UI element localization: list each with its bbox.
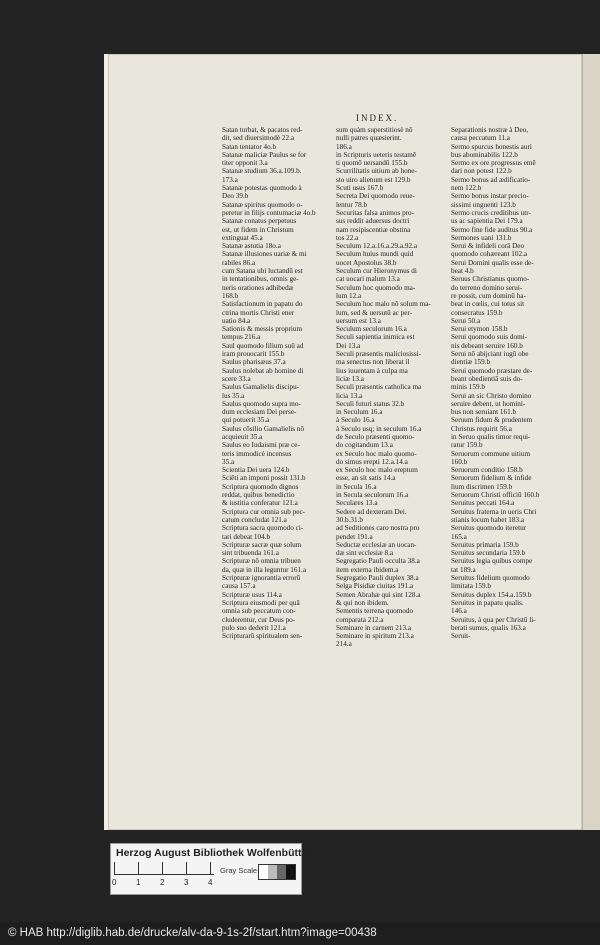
index-entry: Scriptura cur omnia sub pec-: [222, 507, 306, 516]
index-entry: limitata 159.b: [451, 582, 491, 591]
index-entry: Scientia Dei uera 124.b: [222, 466, 290, 475]
index-entry: 186.a: [336, 142, 352, 151]
index-entry: & qui non ibidem.: [336, 598, 389, 607]
index-entry: Scriptura quomodo dignos: [222, 482, 299, 491]
index-entry: Seminare in carnem 213.a: [336, 623, 412, 632]
index-entry: Satanæ spiritus quomodo o-: [222, 200, 303, 209]
index-entry: Seruitus, à qua per Christū li-: [451, 615, 536, 624]
index-entry: comparata 212.a: [336, 615, 384, 624]
index-entry: Sermones uani 131.b: [451, 233, 512, 242]
index-entry: uocet Apostolus 38.b: [336, 258, 397, 267]
index-entry: esse, an sit satis 14.a: [336, 474, 396, 483]
index-entry: Seculum cur Hieronymus di: [336, 267, 417, 276]
index-entry: dum ecclesiam Dei perse-: [222, 408, 297, 417]
index-entry: Satanæ illusiones uariæ & mi: [222, 250, 307, 259]
index-entry: tari debeat 104.b: [222, 532, 271, 541]
index-entry: Seculi futuri status 32.b: [336, 399, 405, 408]
index-entry: Scripturæ usus 114.a: [222, 590, 282, 599]
index-entry: sus reddit aduersus doctri: [336, 217, 410, 226]
gray-scale-swatch: [258, 864, 296, 880]
index-entry: Seculares 13.a: [336, 499, 378, 508]
index-entry: 160.b: [451, 457, 468, 466]
index-entry: extinguat 45.a: [222, 233, 263, 242]
index-entry: consecratus 159.b: [451, 308, 503, 317]
ruler-number: 2: [160, 878, 165, 887]
index-entry: Segregatio Pauli duplex 38.a: [336, 574, 419, 583]
index-entry: liciæ 13.a: [336, 374, 364, 383]
index-entry: ma senectus non liberat il: [336, 358, 410, 367]
index-entry: sissimi unguenti 123.b: [451, 200, 516, 209]
index-entry: lentur 78.b: [336, 200, 368, 209]
index-entry: Saulus cōsilio Gamalielis nō: [222, 424, 305, 433]
index-entry: Seculum 12.a.16.a.29.a.92.a: [336, 242, 418, 251]
index-entry: Scuti usus 167.b: [336, 184, 384, 193]
index-entry: lium discrimen 159.b: [451, 482, 513, 491]
index-entry: reddat, quibus benedictio: [222, 491, 295, 500]
index-entry: Saulus nolebat ab homine di: [222, 366, 304, 375]
index-entry: omnia sub peccatum con-: [222, 607, 296, 616]
index-entry: peretur in filijs contumaciæ 4o.b: [222, 208, 316, 217]
index-entry: Sedere ad dexteram Dei.: [336, 507, 407, 516]
index-entry: est, ut fidem in Christum: [222, 225, 294, 234]
index-entry: Sciēti an imponi possit 131.b: [222, 474, 306, 483]
index-entry: teris immodicè incensus: [222, 449, 292, 458]
ruler-number: 4: [208, 878, 213, 887]
page-header: INDEX.: [356, 113, 399, 123]
gray-scale-label: Gray Scale: [220, 866, 258, 875]
index-entry: 214.a: [336, 640, 352, 649]
index-entry: Seruitus secundaria 159.b: [451, 549, 526, 558]
index-entry: Seruitus primaria 159.b: [451, 540, 519, 549]
index-entry: cum Satana ubi luctandū est: [222, 267, 303, 276]
index-entry: Scripturæ ignorantia errorū: [222, 574, 301, 583]
index-entry: Dei 13.a: [336, 341, 361, 350]
index-entry: uatio 84.a: [222, 316, 251, 325]
index-entry: Sermo bonus ad ædificatio-: [451, 175, 531, 184]
index-entry: Serui Domini qualis esse de-: [451, 258, 534, 267]
index-entry: Satanæ maliciæ Paulus se for: [222, 150, 307, 159]
index-entry: tempus 216.a: [222, 333, 261, 342]
book-spine: [582, 54, 600, 830]
index-entry: minis 159.b: [451, 383, 485, 392]
index-entry: Serui 50.a: [451, 316, 481, 325]
index-entry: cat uocari malum 13.a: [336, 275, 400, 284]
index-entry: Seculi præsentis catholica ma: [336, 383, 422, 392]
index-entry: 168.b: [222, 291, 239, 300]
index-entry: causa 157.a: [222, 582, 256, 591]
footer-copyright-link[interactable]: © HAB http://diglib.hab.de/drucke/alv-da-9-1s-2f/start.htm?image=00438: [0, 922, 600, 945]
index-entry: Scriptura sacra quomodo ci-: [222, 524, 304, 533]
index-entry: Seruitus peccati 164.a: [451, 499, 515, 508]
index-entry: Serui quomodo præstare de-: [451, 366, 533, 375]
index-entry: Satanæ studium 36.a.109.b.: [222, 167, 302, 176]
index-entry: Seruorum fidelium & infide: [451, 474, 532, 483]
index-entry: rabiles 86.a: [222, 258, 256, 267]
index-entry: do terreno domino serui-: [451, 283, 523, 292]
index-entry: bus abominabilis 122.b: [451, 150, 518, 159]
index-entry: Seruorum commune uitium: [451, 449, 531, 458]
index-entry: stianis locum habet 183.a: [451, 515, 525, 524]
index-entry: titer opponit 3.a: [222, 159, 268, 168]
index-entry: Satanæ potestas quomodo à: [222, 184, 302, 193]
index-entry: in tentationibus, omnis ge-: [222, 275, 299, 284]
index-entry: 146.a: [451, 607, 467, 616]
index-entry: Satan turbat, & pacatos red-: [222, 126, 303, 134]
ruler-number: 3: [184, 878, 189, 887]
index-entry: nulli patres quæsierint.: [336, 134, 402, 143]
index-entry: Deo 39.b: [222, 192, 249, 201]
index-entry: quomodo cohæreant 102.a: [451, 250, 528, 259]
index-entry: Segregatio Pauli occulta 38.a: [336, 557, 420, 566]
index-entry: 30.b.31.b: [336, 515, 363, 524]
index-entry: à Seculo 16.a: [336, 416, 375, 425]
index-entry: cluderentur, cur Deus po-: [222, 615, 296, 624]
index-entry: Seruitus fidelium quomodo: [451, 574, 530, 583]
index-entry: beat 4.b: [451, 267, 474, 276]
index-entry: dientiæ 159.b: [451, 358, 491, 367]
ruler-number: 1: [136, 878, 141, 887]
index-entry: tos 22.a: [336, 233, 359, 242]
index-entry: ratur 159.b: [451, 441, 483, 450]
index-entry: Scripturæ nō omnia tribuen: [222, 557, 301, 566]
index-entry: Seruorum Christi officiū 160.b: [451, 491, 540, 500]
swatch-black: [286, 865, 295, 879]
index-entry: nam resipiscentiæ obstina: [336, 225, 411, 234]
index-entry: ti quomō uersandū 155.b: [336, 159, 408, 168]
index-entry: re possit, cum dominū ha-: [451, 291, 526, 300]
index-entry: ad Seditiones caro nostra pro: [336, 524, 420, 533]
index-entry: Satisfactionum in papatu do: [222, 300, 303, 309]
ruler-number: 0: [112, 878, 117, 887]
index-entry: lum, sed & uersutū ac per-: [336, 308, 413, 317]
index-entry: Seculi sapientia inimica est: [336, 333, 415, 342]
index-entry: dæ sint ecclesiæ 8.a: [336, 549, 394, 558]
index-entry: causa peccatum 11.a: [451, 134, 510, 143]
index-entry: Saul quomodo filium suū ad: [222, 341, 304, 350]
index-entry: Seductæ ecclesiæ an uocan-: [336, 540, 417, 549]
index-entry: beat in cœlis, cui totus sit: [451, 300, 525, 309]
index-entry: qui potuerit 35.a: [222, 416, 270, 425]
index-entry: Satanæ astutia 18o.a: [222, 242, 281, 251]
index-entry: us ac sapientia Dei 179.a: [451, 217, 523, 226]
index-entry: pendet 191.a: [336, 532, 373, 541]
index-entry: Christus requirit 56.a: [451, 424, 512, 433]
index-entry: Sermo crucis creditibus utr-: [451, 208, 531, 217]
index-entry: Seruorum conditio 158.b: [451, 466, 523, 475]
index-entry: Sementis terrena quomodo: [336, 607, 414, 616]
index-entry: nem 122.b: [451, 184, 482, 193]
index-entry: Serui nō abijciant iugū obe: [451, 350, 529, 359]
index-entry: iram prouocarit 155.b: [222, 350, 285, 359]
index-entry: pulo suo dederit 121.a: [222, 623, 286, 632]
index-entry: Seruum fidum & prudentem: [451, 416, 533, 425]
index-entry: Scripturæ sacræ quæ solum: [222, 540, 302, 549]
index-entry: 165.a: [451, 532, 467, 541]
index-entry: Seculum seculorum 16.a: [336, 325, 407, 334]
ruler-tick: [186, 862, 187, 874]
index-entry: scere 33.a: [222, 374, 251, 383]
index-entry: tat 189.a: [451, 565, 476, 574]
index-entry: in Secula 16.a: [336, 482, 377, 491]
index-entry: dit, sed diuersimodè 22.a: [222, 134, 295, 143]
index-entry: Saulus quomodo supra mo-: [222, 399, 301, 408]
index-entry: Serui quomodo suis domi-: [451, 333, 528, 342]
index-entry: 173.a: [222, 175, 238, 184]
index-entry: sum quàm superstitiosè nō: [336, 126, 413, 134]
index-entry: bus non seruiant 161.b: [451, 408, 517, 417]
index-entry: à Seculo usq; in seculum 16.a: [336, 424, 422, 433]
index-entry: seruire debent, ut homini-: [451, 399, 526, 408]
ruler-tick: [114, 862, 115, 874]
index-entry: Seruitus duplex 154.a.159.b: [451, 590, 532, 599]
index-entry: Saulus eo Iudaismi præ ce-: [222, 441, 300, 450]
index-entry: & iustitia conferatur 121.a: [222, 499, 298, 508]
scale-ruler: [114, 862, 214, 875]
swatch-white: [259, 865, 268, 879]
index-column-3: [451, 126, 561, 640]
index-entry: ex Seculo hoc malo quomo-: [336, 449, 417, 458]
index-entry: Sationis & messis proprium: [222, 325, 303, 334]
index-entry: Scripturarū spiritualem sen-: [222, 632, 303, 641]
index-entry: Seculi præsentis maliciosissi-: [336, 350, 422, 359]
index-entry: Semen Abrahæ qui sint 128.a: [336, 590, 421, 599]
index-entry: Satan tentator 4o.b: [222, 142, 277, 151]
index-entry: Seruit-: [451, 632, 471, 641]
index-entry: in Seculum 16.a: [336, 408, 383, 417]
index-entry: lius iuuentam à culpa ma: [336, 366, 408, 375]
index-entry: beant obedientiā suis do-: [451, 374, 523, 383]
index-entry: Separationis nostræ à Deo,: [451, 126, 529, 134]
index-entry: in Scripturis ueteris testamē: [336, 150, 417, 159]
index-entry: Sermo ex ore progressus emē: [451, 159, 536, 168]
index-entry: in Seruo qualis timor requi-: [451, 432, 531, 441]
swatch-light: [268, 865, 277, 879]
index-entry: Seruitus quomodo iteretur: [451, 524, 527, 533]
index-entry: Secreta Dei quomodo reue-: [336, 192, 415, 201]
index-entry: sint tribuenda 161.a: [222, 549, 279, 558]
ruler-tick: [138, 862, 139, 874]
swatch-dark: [277, 865, 286, 879]
index-entry: Serui etymon 158.b: [451, 325, 508, 334]
index-entry: Seculum hoc malo nō solum ma-: [336, 300, 431, 309]
index-entry: Scriptura eiusmodi per quā: [222, 598, 300, 607]
index-entry: Serui an sic Christo domino: [451, 391, 532, 400]
index-entry: Satanæ conatus perpetuus: [222, 217, 297, 226]
library-label-title: Herzog August Bibliothek Wolfenbüttel: [116, 847, 311, 859]
index-entry: neris orationes adhibedæ: [222, 283, 294, 292]
index-entry: do cogitandum 13.a: [336, 441, 393, 450]
index-entry: Seruus Christianus quomo-: [451, 275, 530, 284]
index-entry: Seruitus fraterna in ueris Chri: [451, 507, 537, 516]
index-entry: Sermo fine fide auditus 90.a: [451, 225, 533, 234]
index-column-1: [222, 126, 332, 640]
ruler-tick: [162, 862, 163, 874]
index-entry: dari non potest 122.b: [451, 167, 512, 176]
index-entry: Seminare in spiritum 213.a: [336, 632, 414, 641]
index-entry: do simus erepti 12.a.14.a: [336, 457, 408, 466]
index-entry: Saulus pharisæus 37.a: [222, 358, 286, 367]
index-entry: Sermo bonus instar precio-: [451, 192, 529, 201]
index-entry: in Secula seculorum 16.a: [336, 491, 409, 500]
index-entry: berati sumus, qualis 163.a: [451, 623, 526, 632]
index-entry: 35.a: [222, 457, 235, 466]
index-entry: da, quæ in illa leguntur 161.a: [222, 565, 307, 574]
index-entry: Seruitus in papatu qualis.: [451, 598, 524, 607]
index-entry: licia 13.a: [336, 391, 363, 400]
index-entry: lus 35.a: [222, 391, 245, 400]
index-entry: Seruitus legia quibus compe: [451, 557, 533, 566]
index-entry: Scurrilitatis uitium ab hone-: [336, 167, 417, 176]
index-column-2: [336, 126, 446, 649]
index-entry: Serui & infideli corā Deo: [451, 242, 525, 251]
index-entry: Seculum huius mundi quid: [336, 250, 414, 259]
ruler-tick: [210, 862, 211, 874]
index-entry: Saulus Gamalielis discipu-: [222, 383, 300, 392]
index-entry: ctrina mortis Christi ener: [222, 308, 295, 317]
index-entry: catum concludat 121.a: [222, 515, 287, 524]
index-entry: nis debeant seruire 160.b: [451, 341, 523, 350]
index-entry: acquieuit 35.a: [222, 432, 263, 441]
index-entry: sto uiro alienum est 129.b: [336, 175, 411, 184]
index-entry: Seculum hoc quomodo ma-: [336, 283, 416, 292]
index-entry: uersum est 13.a: [336, 316, 381, 325]
index-entry: Selga Pisidiæ ciuitas 191.a: [336, 582, 414, 591]
index-entry: item externa ibidem.a: [336, 565, 399, 574]
index-entry: ex Seculo hoc malo ereptum: [336, 466, 418, 475]
index-entry: de Seculo præsenti quomo-: [336, 432, 415, 441]
index-entry: lum 12.a: [336, 291, 362, 300]
index-entry: Sermo spurcus honestis auri: [451, 142, 532, 151]
index-entry: Securitas falsa animos pro-: [336, 208, 415, 217]
